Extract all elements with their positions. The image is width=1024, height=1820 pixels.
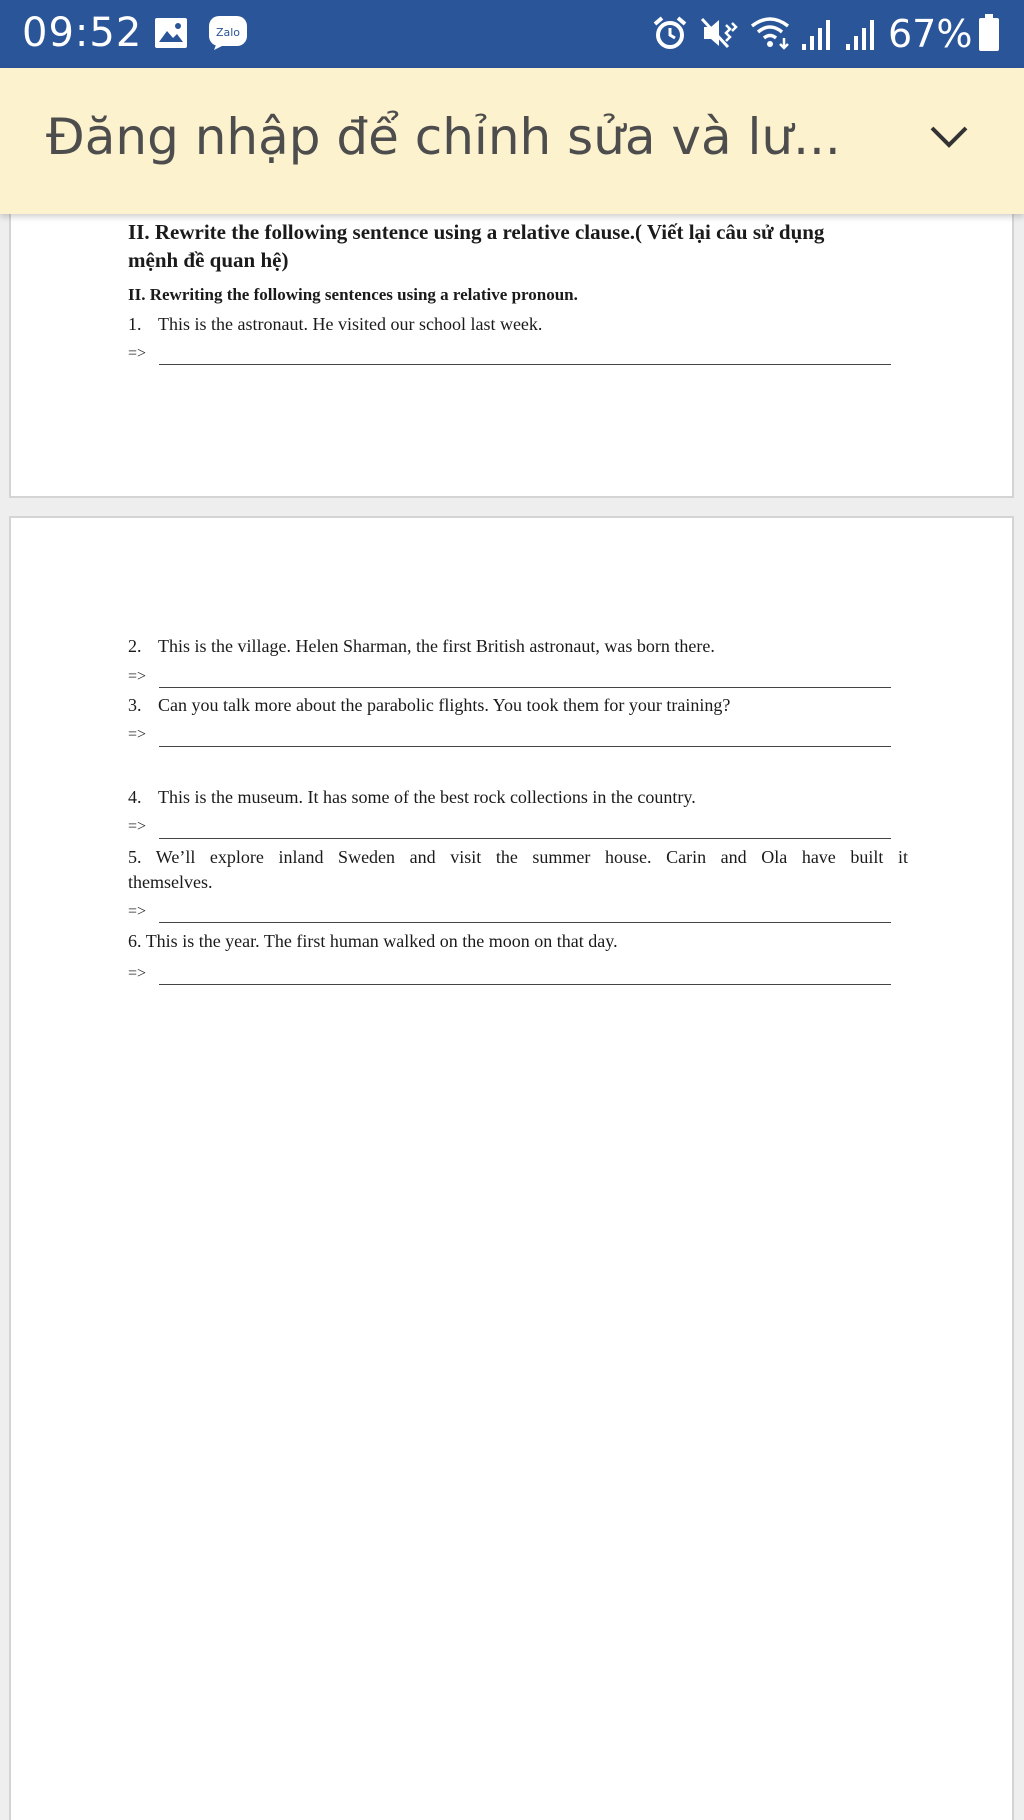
question-number: 2. (128, 636, 142, 656)
chevron-down-icon[interactable] (928, 124, 970, 154)
status-bar (0, 0, 1024, 68)
question-5 (128, 847, 908, 868)
question-number: 6. (128, 931, 142, 951)
answer-line-6[interactable] (159, 984, 891, 985)
banner-title[interactable]: Đăng nhập để chỉnh sửa và lư... (46, 108, 841, 166)
question-text: This is the village. Helen Sharman, the first British astronaut, was born there. (158, 636, 715, 656)
question-2 (128, 636, 715, 657)
question-1 (128, 314, 542, 335)
zalo-icon-label: Zalo (215, 26, 241, 39)
question-text: This is the museum. It has some of the best rock collections in the country. (158, 787, 696, 807)
question-text: This is the year. The first human walked on the moon on that day. (145, 931, 618, 951)
answer-line-5[interactable] (159, 922, 891, 923)
question-4 (128, 787, 696, 808)
signal-icon (844, 18, 880, 56)
question-number: 4. (128, 787, 142, 807)
battery-icon (978, 14, 1000, 56)
answer-prefix: => (128, 818, 147, 835)
sign-in-banner[interactable] (0, 68, 1024, 214)
question-5-continued: themselves. (128, 872, 213, 892)
section-heading-line1: II. Rewrite the following sentence using a relative clause.( Viết lại câu sử dụng (128, 220, 825, 244)
question-text: Can you talk more about the parabolic flights. You took them for your training? (158, 695, 731, 715)
mute-icon (700, 15, 740, 55)
signal-icon (800, 18, 836, 56)
answer-line-2[interactable] (159, 687, 891, 688)
wifi-icon (750, 14, 794, 56)
answer-prefix: => (128, 345, 147, 362)
answer-prefix: => (128, 965, 147, 982)
answer-line-1[interactable] (159, 364, 891, 365)
question-number: 5. (128, 847, 142, 867)
section-heading-line2: mệnh đề quan hệ) (128, 248, 289, 272)
alarm-icon (652, 15, 688, 55)
question-6 (128, 931, 618, 952)
question-text: We’ll explore inland Sweden and visit the summer house. Carin and Ola have built it (155, 847, 908, 867)
battery-percentage: 67% (888, 12, 973, 56)
section-subheading: II. Rewriting the following sentences using a relative pronoun. (128, 285, 578, 304)
question-text: This is the astronaut. He visited our school last week. (158, 314, 543, 334)
question-number: 1. (128, 314, 142, 334)
document-page-2 (9, 516, 1014, 1820)
answer-line-3[interactable] (159, 746, 891, 747)
question-3 (128, 695, 730, 716)
answer-line-4[interactable] (159, 838, 891, 839)
status-time: 09:52 (22, 10, 143, 56)
gallery-icon (154, 17, 188, 53)
zalo-icon (208, 15, 248, 55)
question-number: 3. (128, 695, 142, 715)
answer-prefix: => (128, 668, 147, 685)
answer-prefix: => (128, 726, 147, 743)
answer-prefix: => (128, 903, 147, 920)
